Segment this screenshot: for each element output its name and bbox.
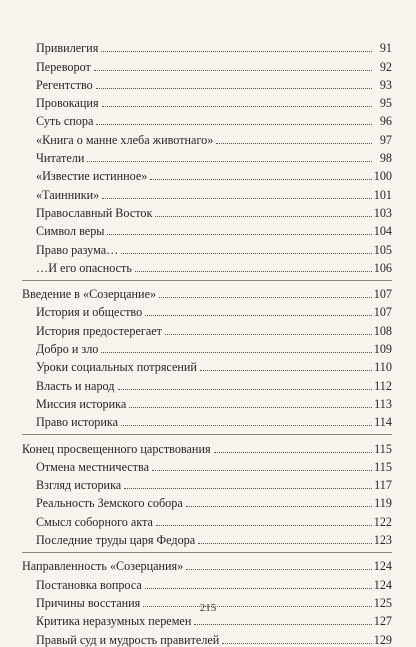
toc-entry xyxy=(22,474,392,492)
toc-entry-title: Критика неразумных перемен xyxy=(36,614,192,629)
toc-entry xyxy=(22,147,392,165)
toc-chapter-title: Конец просвещенного царствования xyxy=(22,441,211,456)
toc-entry-title: Право историка xyxy=(36,415,119,430)
toc-entry-title: История предостерегает xyxy=(36,323,162,338)
toc-entry-page: 109 xyxy=(373,342,392,357)
toc-entry-title: Смысл соборного акта xyxy=(36,514,153,529)
toc-chapter xyxy=(22,555,392,573)
toc-entry-title: Символ веры xyxy=(36,224,105,239)
toc-chapter-title: Направленность «Созерцания» xyxy=(22,559,184,574)
dot-leader xyxy=(200,369,372,371)
toc-entry-page: 117 xyxy=(374,478,392,493)
toc-entry-page: 107 xyxy=(373,305,392,320)
toc-entry xyxy=(22,183,392,201)
toc-entry-page: 91 xyxy=(379,41,392,56)
toc-entry-title: Регентство xyxy=(36,77,93,92)
toc-entry xyxy=(22,529,392,547)
page-number: 215 xyxy=(199,602,217,614)
toc-section xyxy=(22,434,392,547)
toc-entry-title: …И его опасность xyxy=(36,260,132,275)
toc-entry xyxy=(22,257,392,275)
toc-entry xyxy=(22,165,392,183)
dot-leader xyxy=(198,542,372,544)
toc-entry xyxy=(22,319,392,337)
dot-leader xyxy=(121,252,371,254)
toc-entry-title: Последние труды царя Федора xyxy=(36,533,196,548)
toc-section xyxy=(22,280,392,429)
dot-leader xyxy=(159,296,372,298)
toc-chapter-page: 124 xyxy=(373,559,392,574)
dot-leader xyxy=(101,351,371,353)
toc-section xyxy=(22,552,392,646)
toc-entry-page: 119 xyxy=(374,496,392,511)
toc-entry-title: Правый суд и мудрость правителей xyxy=(36,632,220,647)
toc-entry-title: Постановка вопроса xyxy=(36,577,142,592)
toc-entry xyxy=(22,238,392,256)
dot-leader xyxy=(96,87,372,89)
dot-leader xyxy=(87,160,372,162)
toc-entry-page: 92 xyxy=(379,59,392,74)
toc-section-continued xyxy=(22,37,392,275)
toc-entry-page: 105 xyxy=(373,242,392,257)
toc-entry xyxy=(22,338,392,356)
dot-leader xyxy=(194,623,371,625)
toc-entry-page: 100 xyxy=(373,169,392,184)
dot-leader xyxy=(102,197,371,199)
toc-entry-title: Взгляд историка xyxy=(36,478,122,493)
toc-entry xyxy=(22,510,392,528)
toc-entry-page: 115 xyxy=(374,459,392,474)
toc-entry xyxy=(22,393,392,411)
dot-leader xyxy=(107,233,371,235)
toc-entry xyxy=(22,37,392,55)
dot-leader xyxy=(216,142,372,144)
toc-entry-title: Миссия историка xyxy=(36,396,127,411)
toc-chapter-page: 107 xyxy=(373,287,392,302)
toc-entry xyxy=(22,220,392,238)
dot-leader xyxy=(155,215,371,217)
toc-entry xyxy=(22,573,392,591)
dot-leader xyxy=(101,50,372,52)
toc-entry xyxy=(22,110,392,128)
toc-entry xyxy=(22,202,392,220)
dot-leader xyxy=(124,487,372,489)
toc-chapter-title: Введение в «Созерцание» xyxy=(22,287,157,302)
toc-entry-title: Переворот xyxy=(36,59,91,74)
toc-entry-page: 103 xyxy=(373,205,392,220)
toc-entry-page: 125 xyxy=(373,595,392,610)
dot-leader xyxy=(222,642,371,644)
toc-entry-title: Право разума… xyxy=(36,242,119,257)
toc-chapter-page: 115 xyxy=(374,441,392,456)
toc-entry-page: 95 xyxy=(379,96,392,111)
dot-leader xyxy=(102,105,372,107)
dot-leader xyxy=(156,524,372,526)
toc-entry xyxy=(22,356,392,374)
toc-entry-title: Отмена местничества xyxy=(36,459,150,474)
dot-leader xyxy=(118,388,373,390)
toc-entry-page: 123 xyxy=(373,533,392,548)
toc-chapter xyxy=(22,437,392,455)
dot-leader xyxy=(145,587,372,589)
toc-entry xyxy=(22,492,392,510)
toc-entry-title: «Книга о манне хлеба животнаго» xyxy=(36,132,214,147)
dot-leader xyxy=(121,424,372,426)
toc-entry-page: 97 xyxy=(379,132,392,147)
toc-entry-title: «Таинники» xyxy=(36,187,100,202)
toc-entry xyxy=(22,628,392,646)
toc-entry-page: 124 xyxy=(373,577,392,592)
toc-entry-page: 101 xyxy=(373,187,392,202)
toc-entry-title: Реальность Земского собора xyxy=(36,496,183,511)
toc-chapter xyxy=(22,283,392,301)
toc-entry xyxy=(22,456,392,474)
toc-entry xyxy=(22,411,392,429)
toc-entry-page: 114 xyxy=(374,415,392,430)
toc-entry-title: Провокация xyxy=(36,96,99,111)
dot-leader xyxy=(145,314,372,316)
toc-entry-page: 122 xyxy=(373,514,392,529)
toc-entry-title: «Известие истинное» xyxy=(36,169,148,184)
dot-leader xyxy=(165,333,372,335)
toc-entry-page: 93 xyxy=(379,77,392,92)
toc-entry-title: Причины восстания xyxy=(36,595,141,610)
dot-leader xyxy=(96,123,372,125)
toc-entry xyxy=(22,74,392,92)
toc-entry xyxy=(22,128,392,146)
dot-leader xyxy=(214,451,372,453)
table-of-contents xyxy=(22,37,392,647)
dot-leader xyxy=(186,505,372,507)
toc-entry-page: 108 xyxy=(373,323,392,338)
dot-leader xyxy=(186,568,371,570)
toc-entry-page: 104 xyxy=(373,224,392,239)
toc-entry-title: Уроки социальных потрясений xyxy=(36,360,197,375)
dot-leader xyxy=(129,406,372,408)
toc-entry-title: Власть и народ xyxy=(36,378,115,393)
toc-entry-page: 112 xyxy=(374,378,392,393)
toc-entry xyxy=(22,374,392,392)
toc-entry-title: Добро и зло xyxy=(36,342,99,357)
toc-entry-title: Привилегия xyxy=(36,41,99,56)
toc-entry xyxy=(22,92,392,110)
toc-entry-page: 113 xyxy=(374,396,392,411)
toc-entry-page: 127 xyxy=(373,614,392,629)
toc-entry-page: 110 xyxy=(374,360,392,375)
toc-entry-title: Читатели xyxy=(36,151,85,166)
toc-entry-title: История и общество xyxy=(36,305,143,320)
toc-entry-page: 129 xyxy=(373,632,392,647)
toc-entry-title: Православный Восток xyxy=(36,205,153,220)
toc-entry-page: 98 xyxy=(379,151,392,166)
dot-leader xyxy=(152,469,372,471)
toc-entry xyxy=(22,301,392,319)
toc-entry-title: Суть спора xyxy=(36,114,94,129)
dot-leader xyxy=(94,69,372,71)
toc-entry xyxy=(22,55,392,73)
dot-leader xyxy=(135,270,372,272)
toc-entry-page: 96 xyxy=(379,114,392,129)
toc-entry-page: 106 xyxy=(373,260,392,275)
dot-leader xyxy=(150,178,371,180)
